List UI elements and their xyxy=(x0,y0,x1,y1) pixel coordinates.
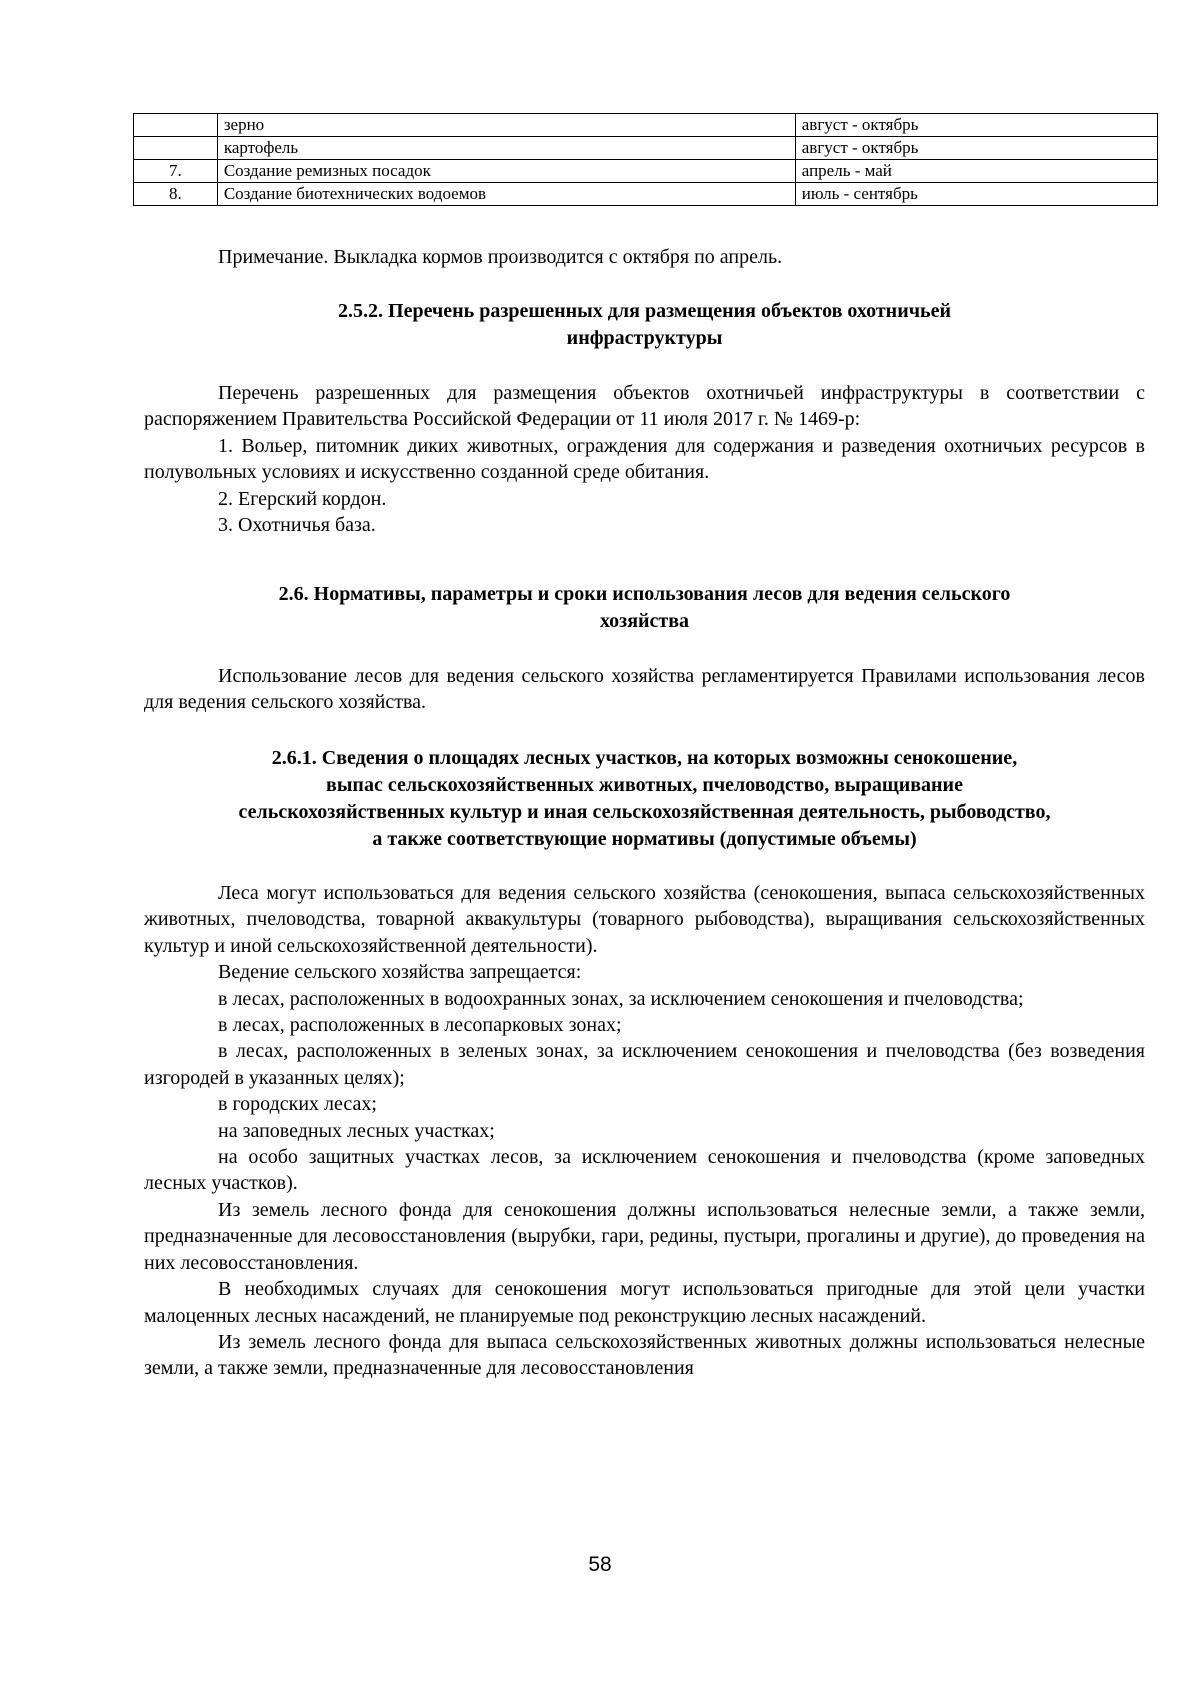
period-cell: апрель - май xyxy=(795,160,1157,183)
row-number-cell: 7. xyxy=(134,160,218,183)
paragraph: в лесах, расположенных в водоохранных зонах, за исключением сенокошения и пчеловодства; xyxy=(218,987,1024,1010)
paragraph: в лесах, расположенных в зеленых зонах, за исключением сенокошения и пчеловодства (без возведения изгородей в указанных целях); xyxy=(144,1040,1145,1089)
table-row xyxy=(134,137,1158,160)
list-item: 1. Вольер, питомник диких животных, ограждения для содержания и разведения охотничьих ресурсов в полувольных условиях и искусственно созданной среде обитания. xyxy=(144,434,1145,484)
item-cell: картофель xyxy=(217,137,795,160)
page-number: 58 xyxy=(588,1553,612,1576)
table-row xyxy=(134,160,1158,183)
section-2-6-1-heading: 2.6.1. Сведения о площадях лесных участков, на которых возможны сенокошение, выпас сельскохозяйственных животных, пчеловодство, выращивание сельскохозяйственных культур и иная сельскохозяйственная деятельность, рыбоводство, а также соответствующие нормативы (допустимые объемы) xyxy=(238,747,1051,850)
section-2-6-text: Использование лесов для ведения сельского хозяйства регламентируется Правилами использования лесов для ведения сельского хозяйства. xyxy=(144,665,1145,714)
section-2-5-2-intro: Перечень разрешенных для размещения объектов охотничьей инфраструктуры в соответствии с распоряжением Правительства Российской Федерации от 11 июля 2017 г. № 1469-р: xyxy=(144,382,1145,431)
section-2-5-2-heading: 2.5.2. Перечень разрешенных для размещения объектов охотничьей инфраструктуры xyxy=(338,300,951,349)
paragraph: Из земель лесного фонда для сенокошения должны использоваться нелесные земли, а также земли, предназначенные для лесовосстановления (вырубки, гари, редины, пустыри, прогалины и другие), до проведения на них лесовосстановления. xyxy=(144,1198,1145,1274)
period-cell: август - октябрь xyxy=(795,137,1157,160)
paragraph: в лесах, расположенных в лесопарковых зонах; xyxy=(218,1014,622,1037)
paragraph: в городских лесах; xyxy=(218,1093,377,1116)
row-number-cell xyxy=(134,137,218,160)
section-2-6-1-body xyxy=(144,880,1145,1382)
paragraph: Ведение сельского хозяйства запрещается: xyxy=(218,961,582,984)
section-2-5-2-body xyxy=(144,380,1145,538)
table-note: Примечание. Выкладка кормов производится с октября по апрель. xyxy=(218,246,783,268)
table-row xyxy=(134,114,1158,137)
paragraph: В необходимых случаях для сенокошения могут использоваться пригодные для этой цели участки малоценных лесных насаждений, не планируемые под реконструкцию лесных насаждений. xyxy=(144,1278,1145,1327)
section-2-6-heading: 2.6. Нормативы, параметры и сроки использования лесов для ведения сельского хозяйства xyxy=(278,583,1011,632)
feeding-schedule-table xyxy=(133,113,1158,206)
paragraph: на заповедных лесных участках; xyxy=(218,1119,495,1142)
table-row xyxy=(134,183,1158,206)
period-cell: июль - сентябрь xyxy=(795,183,1157,206)
paragraph: Леса могут использоваться для ведения сельского хозяйства (сенокошения, выпаса сельскохозяйственных животных, пчеловодства, товарной аквакультуры (товарного рыбоводства), выращивания сельскохозяйственных культур и иной сельскохозяйственной деятельности). xyxy=(144,882,1145,957)
list-item: 2. Егерский кордон. xyxy=(218,487,387,510)
paragraph: на особо защитных участках лесов, за исключением сенокошения и пчеловодства (кроме заповедных лесных участков). xyxy=(144,1146,1145,1195)
paragraph: Из земель лесного фонда для выпаса сельскохозяйственных животных должны использоваться нелесные земли, а также земли, предназначенные для лесовосстановления xyxy=(144,1330,1145,1380)
row-number-cell xyxy=(134,114,218,137)
list-item: 3. Охотничья база. xyxy=(218,514,376,537)
item-cell: Создание ремизных посадок xyxy=(217,160,795,183)
item-cell: Создание биотехнических водоемов xyxy=(217,183,795,206)
row-number-cell: 8. xyxy=(134,183,218,206)
item-cell: зерно xyxy=(217,114,795,137)
period-cell: август - октябрь xyxy=(795,114,1157,137)
